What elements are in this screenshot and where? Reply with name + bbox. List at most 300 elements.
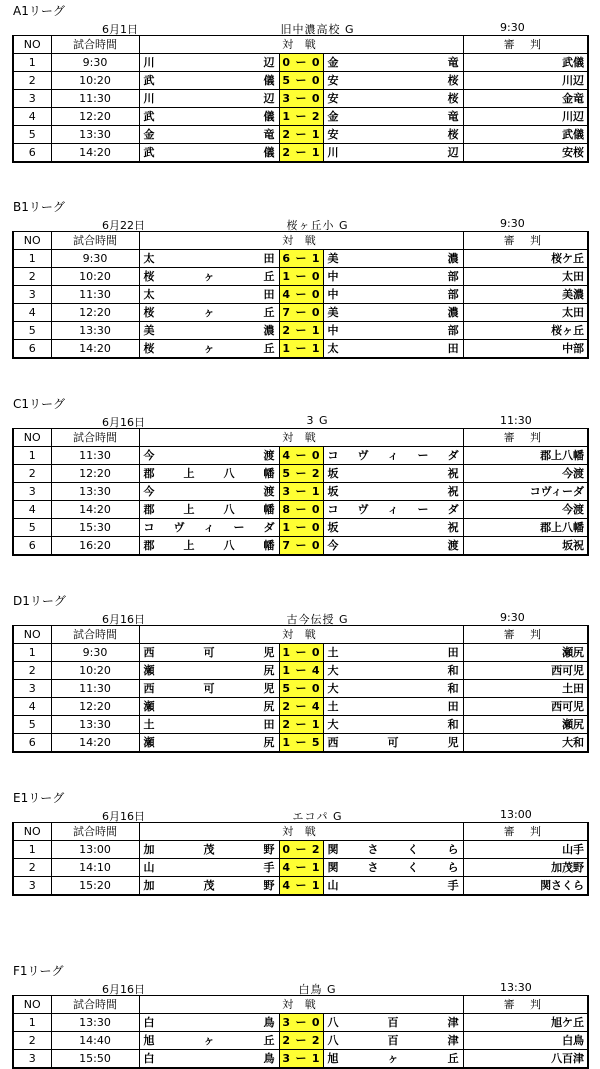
header-referee: 審 判 [463, 626, 588, 644]
home-team-name: 美 濃 [143, 323, 275, 337]
table-row [13, 698, 588, 716]
home-team-name: 金 竜 [143, 127, 275, 141]
match-date: 6月16日 [102, 613, 145, 626]
away-team-name: 金 竜 [327, 109, 459, 123]
table-row [13, 680, 588, 698]
away-team [323, 1032, 463, 1050]
league-info [0, 217, 600, 231]
match-date: 6月16日 [102, 416, 145, 429]
score-separator: ー [293, 340, 309, 359]
match-date: 6月22日 [102, 219, 145, 232]
table-row [13, 465, 588, 483]
home-score: 3 [279, 90, 293, 108]
home-team [139, 859, 279, 877]
home-team-name: 加 茂 野 [143, 842, 275, 856]
table-row [13, 537, 588, 556]
league-name: D1リーグ [13, 594, 66, 608]
away-team [323, 304, 463, 322]
match-no: 2 [13, 1032, 51, 1050]
away-team [323, 340, 463, 359]
start-time: 13:00 [500, 808, 532, 821]
home-score: 0 [279, 841, 293, 859]
home-score: 4 [279, 286, 293, 304]
home-score: 2 [279, 716, 293, 734]
away-team-name: 今 渡 [327, 538, 459, 552]
away-team-name: 中 部 [327, 269, 459, 283]
away-team [323, 877, 463, 896]
header-no: NO [13, 626, 51, 644]
away-team [323, 734, 463, 753]
home-score: 1 [279, 340, 293, 359]
home-team-name: 郡 上 八 幡 [143, 538, 275, 552]
away-team-name: 坂 祝 [327, 520, 459, 534]
away-team-name: コ ヴ ィ ー ダ [327, 448, 459, 462]
away-team [323, 250, 463, 268]
home-team [139, 54, 279, 72]
home-score: 1 [279, 662, 293, 680]
away-team [323, 465, 463, 483]
away-team-name: 関 さ く ら [327, 860, 459, 874]
away-team-name: 安 桜 [327, 127, 459, 141]
away-score: 1 [309, 716, 323, 734]
away-team-name: 旭 ヶ 丘 [327, 1051, 459, 1065]
match-no: 2 [13, 662, 51, 680]
match-time: 14:20 [51, 340, 139, 359]
away-team [323, 680, 463, 698]
referee-team: 八百津 [463, 1050, 588, 1069]
away-team-name: 大 和 [327, 663, 459, 677]
score-separator: ー [293, 465, 309, 483]
league-info [0, 414, 600, 428]
venue-name: 旧中濃高校 G [280, 23, 355, 36]
home-team [139, 877, 279, 896]
referee-team: 太田 [463, 268, 588, 286]
home-team-name: 土 田 [143, 717, 275, 731]
match-date: 6月16日 [102, 983, 145, 996]
away-score: 1 [309, 144, 323, 163]
home-team-name: 山 手 [143, 860, 275, 874]
match-time: 9:30 [51, 644, 139, 662]
home-team [139, 250, 279, 268]
header-no: NO [13, 996, 51, 1014]
home-score: 2 [279, 698, 293, 716]
home-team [139, 644, 279, 662]
referee-team: 安桜 [463, 144, 588, 163]
home-score: 8 [279, 501, 293, 519]
away-team-name: 金 竜 [327, 55, 459, 69]
start-time: 9:30 [500, 21, 525, 34]
home-team [139, 501, 279, 519]
away-team [323, 72, 463, 90]
schedule-table [12, 428, 589, 556]
header-match: 対 戦 [139, 823, 463, 841]
match-no: 2 [13, 859, 51, 877]
away-score: 0 [309, 90, 323, 108]
match-time: 10:20 [51, 72, 139, 90]
referee-team: 白鳥 [463, 1032, 588, 1050]
table-row [13, 1014, 588, 1032]
away-score: 0 [309, 54, 323, 72]
away-team [323, 841, 463, 859]
score-separator: ー [293, 877, 309, 896]
match-no: 2 [13, 268, 51, 286]
away-team [323, 519, 463, 537]
away-team [323, 54, 463, 72]
away-team-name: 美 濃 [327, 251, 459, 265]
score-separator: ー [293, 859, 309, 877]
away-team-name: 坂 祝 [327, 466, 459, 480]
match-no: 6 [13, 340, 51, 359]
referee-team: 土田 [463, 680, 588, 698]
match-time: 16:20 [51, 537, 139, 556]
away-team-name: 中 部 [327, 323, 459, 337]
match-time: 13:30 [51, 1014, 139, 1032]
score-separator: ー [293, 734, 309, 753]
table-row [13, 877, 588, 896]
match-time: 14:20 [51, 501, 139, 519]
home-team [139, 483, 279, 501]
match-date: 6月16日 [102, 810, 145, 823]
match-time: 13:30 [51, 322, 139, 340]
away-team-name: コ ヴ ィ ー ダ [327, 502, 459, 516]
table-row [13, 322, 588, 340]
table-header-row [13, 36, 588, 54]
home-team-name: 瀬 尻 [143, 735, 275, 749]
home-team-name: 桜 ヶ 丘 [143, 341, 275, 355]
match-no: 1 [13, 250, 51, 268]
match-time: 14:40 [51, 1032, 139, 1050]
table-row [13, 286, 588, 304]
schedule-table [12, 625, 589, 753]
home-score: 2 [279, 126, 293, 144]
match-no: 6 [13, 144, 51, 163]
table-row [13, 841, 588, 859]
score-separator: ー [293, 1050, 309, 1069]
score-separator: ー [293, 1014, 309, 1032]
away-team [323, 144, 463, 163]
table-row [13, 716, 588, 734]
table-row [13, 54, 588, 72]
match-no: 4 [13, 501, 51, 519]
score-separator: ー [293, 54, 309, 72]
home-team-name: 郡 上 八 幡 [143, 502, 275, 516]
referee-team: 川辺 [463, 72, 588, 90]
referee-team: 桜ヶ丘 [463, 322, 588, 340]
home-team-name: 旭 ヶ 丘 [143, 1033, 275, 1047]
referee-team: 金竜 [463, 90, 588, 108]
league-name: A1リーグ [13, 4, 65, 18]
match-date: 6月1日 [102, 23, 138, 36]
score-separator: ー [293, 108, 309, 126]
header-time: 試合時間 [51, 996, 139, 1014]
home-team [139, 447, 279, 465]
home-score: 2 [279, 322, 293, 340]
home-team-name: 西 可 児 [143, 645, 275, 659]
start-time: 9:30 [500, 611, 525, 624]
header-referee: 審 判 [463, 996, 588, 1014]
home-team-name: 瀬 尻 [143, 699, 275, 713]
table-row [13, 268, 588, 286]
home-team [139, 734, 279, 753]
home-team [139, 716, 279, 734]
table-row [13, 1050, 588, 1069]
away-team-name: 土 田 [327, 645, 459, 659]
match-time: 15:50 [51, 1050, 139, 1069]
away-score: 1 [309, 340, 323, 359]
referee-team: 今渡 [463, 465, 588, 483]
header-no: NO [13, 429, 51, 447]
home-team-name: 今 渡 [143, 484, 275, 498]
referee-team: 中部 [463, 340, 588, 359]
away-score: 1 [309, 250, 323, 268]
match-no: 5 [13, 126, 51, 144]
league-name: F1リーグ [13, 964, 64, 978]
table-row [13, 662, 588, 680]
score-separator: ー [293, 126, 309, 144]
match-no: 4 [13, 698, 51, 716]
header-no: NO [13, 36, 51, 54]
home-team-name: 武 儀 [143, 145, 275, 159]
home-score: 1 [279, 519, 293, 537]
match-no: 4 [13, 304, 51, 322]
home-team-name: 太 田 [143, 251, 275, 265]
table-row [13, 340, 588, 359]
match-time: 11:30 [51, 680, 139, 698]
score-separator: ー [293, 519, 309, 537]
away-team-name: 中 部 [327, 287, 459, 301]
schedule-table [12, 995, 589, 1069]
home-team-name: 白 鳥 [143, 1015, 275, 1029]
league-name: E1リーグ [13, 791, 65, 805]
score-separator: ー [293, 680, 309, 698]
referee-team: 桜ケ丘 [463, 250, 588, 268]
home-score: 4 [279, 877, 293, 896]
away-team-name: 坂 祝 [327, 484, 459, 498]
header-referee: 審 判 [463, 36, 588, 54]
referee-team: 関さくら [463, 877, 588, 896]
home-score: 3 [279, 1050, 293, 1069]
home-score: 5 [279, 465, 293, 483]
match-no: 3 [13, 286, 51, 304]
referee-team: 郡上八幡 [463, 447, 588, 465]
away-score: 0 [309, 501, 323, 519]
match-no: 2 [13, 465, 51, 483]
away-score: 2 [309, 1032, 323, 1050]
table-row [13, 447, 588, 465]
referee-team: 川辺 [463, 108, 588, 126]
home-team-name: 武 儀 [143, 109, 275, 123]
home-score: 7 [279, 304, 293, 322]
schedule-table [12, 822, 589, 896]
home-team-name: 今 渡 [143, 448, 275, 462]
referee-team: 加茂野 [463, 859, 588, 877]
away-score: 0 [309, 268, 323, 286]
away-team-name: 西 可 児 [327, 735, 459, 749]
home-team-name: 武 儀 [143, 73, 275, 87]
away-score: 0 [309, 644, 323, 662]
home-team [139, 286, 279, 304]
home-team [139, 126, 279, 144]
referee-team: 西可児 [463, 698, 588, 716]
home-team-name: 太 田 [143, 287, 275, 301]
referee-team: 郡上八幡 [463, 519, 588, 537]
away-score: 0 [309, 72, 323, 90]
header-referee: 審 判 [463, 429, 588, 447]
away-score: 2 [309, 108, 323, 126]
score-separator: ー [293, 644, 309, 662]
header-referee: 審 判 [463, 232, 588, 250]
away-team [323, 1014, 463, 1032]
match-time: 13:30 [51, 483, 139, 501]
score-separator: ー [293, 662, 309, 680]
away-team [323, 322, 463, 340]
match-time: 14:20 [51, 734, 139, 753]
away-team [323, 537, 463, 556]
away-team [323, 1050, 463, 1069]
match-time: 13:00 [51, 841, 139, 859]
home-team [139, 1032, 279, 1050]
home-team-name: 西 可 児 [143, 681, 275, 695]
match-no: 3 [13, 90, 51, 108]
home-team [139, 108, 279, 126]
header-time: 試合時間 [51, 626, 139, 644]
match-no: 3 [13, 877, 51, 896]
home-team [139, 72, 279, 90]
match-no: 5 [13, 716, 51, 734]
table-header-row [13, 232, 588, 250]
referee-team: 大和 [463, 734, 588, 753]
table-header-row [13, 429, 588, 447]
table-row [13, 1032, 588, 1050]
away-team [323, 716, 463, 734]
start-time: 11:30 [500, 414, 532, 427]
match-time: 9:30 [51, 54, 139, 72]
away-score: 4 [309, 662, 323, 680]
match-no: 3 [13, 1050, 51, 1069]
referee-team: 武儀 [463, 54, 588, 72]
home-team [139, 465, 279, 483]
header-no: NO [13, 823, 51, 841]
referee-team: コヴィーダ [463, 483, 588, 501]
table-row [13, 859, 588, 877]
away-team-name: 山 手 [327, 878, 459, 892]
away-team [323, 90, 463, 108]
header-time: 試合時間 [51, 823, 139, 841]
league-name: B1リーグ [13, 200, 65, 214]
referee-team: 旭ケ丘 [463, 1014, 588, 1032]
match-no: 2 [13, 72, 51, 90]
away-team-name: 土 田 [327, 699, 459, 713]
table-row [13, 72, 588, 90]
home-team-name: 白 鳥 [143, 1051, 275, 1065]
away-team [323, 268, 463, 286]
home-team-name: 郡 上 八 幡 [143, 466, 275, 480]
home-team [139, 698, 279, 716]
header-referee: 審 判 [463, 823, 588, 841]
header-time: 試合時間 [51, 429, 139, 447]
match-time: 13:30 [51, 126, 139, 144]
header-match: 対 戦 [139, 626, 463, 644]
match-time: 15:30 [51, 519, 139, 537]
away-team-name: 太 田 [327, 341, 459, 355]
away-score: 0 [309, 286, 323, 304]
home-score: 5 [279, 680, 293, 698]
table-header-row [13, 996, 588, 1014]
table-row [13, 126, 588, 144]
score-separator: ー [293, 72, 309, 90]
referee-team: 瀬尻 [463, 644, 588, 662]
table-row [13, 644, 588, 662]
venue-name: 桜ヶ丘小 G [286, 219, 349, 232]
header-match: 対 戦 [139, 36, 463, 54]
referee-team: 坂祝 [463, 537, 588, 556]
header-time: 試合時間 [51, 232, 139, 250]
away-score: 1 [309, 483, 323, 501]
away-team-name: 大 和 [327, 681, 459, 695]
away-team [323, 447, 463, 465]
away-score: 1 [309, 322, 323, 340]
referee-team: 今渡 [463, 501, 588, 519]
score-separator: ー [293, 501, 309, 519]
home-score: 4 [279, 859, 293, 877]
table-row [13, 90, 588, 108]
home-team [139, 340, 279, 359]
league-info [0, 808, 600, 822]
score-separator: ー [293, 144, 309, 163]
match-no: 1 [13, 54, 51, 72]
home-team-name: 桜 ヶ 丘 [143, 269, 275, 283]
away-team [323, 108, 463, 126]
header-match: 対 戦 [139, 429, 463, 447]
away-score: 1 [309, 126, 323, 144]
match-time: 11:30 [51, 90, 139, 108]
home-team [139, 90, 279, 108]
score-separator: ー [293, 698, 309, 716]
home-score: 2 [279, 144, 293, 163]
away-score: 0 [309, 1014, 323, 1032]
table-header-row [13, 823, 588, 841]
away-team-name: 川 辺 [327, 145, 459, 159]
match-time: 12:20 [51, 108, 139, 126]
home-score: 2 [279, 1032, 293, 1050]
header-match: 対 戦 [139, 232, 463, 250]
away-team-name: 八 百 津 [327, 1033, 459, 1047]
table-row [13, 501, 588, 519]
match-time: 13:30 [51, 716, 139, 734]
match-time: 14:10 [51, 859, 139, 877]
table-header-row [13, 626, 588, 644]
away-score: 2 [309, 841, 323, 859]
away-score: 1 [309, 859, 323, 877]
match-time: 12:20 [51, 465, 139, 483]
table-row [13, 483, 588, 501]
venue-name: 3 G [306, 414, 329, 427]
home-team [139, 144, 279, 163]
match-no: 3 [13, 483, 51, 501]
away-score: 0 [309, 519, 323, 537]
match-time: 10:20 [51, 662, 139, 680]
table-row [13, 250, 588, 268]
away-team [323, 859, 463, 877]
home-team [139, 1050, 279, 1069]
away-score: 0 [309, 680, 323, 698]
home-team [139, 841, 279, 859]
home-score: 1 [279, 108, 293, 126]
table-row [13, 144, 588, 163]
home-score: 6 [279, 250, 293, 268]
home-score: 5 [279, 72, 293, 90]
header-no: NO [13, 232, 51, 250]
